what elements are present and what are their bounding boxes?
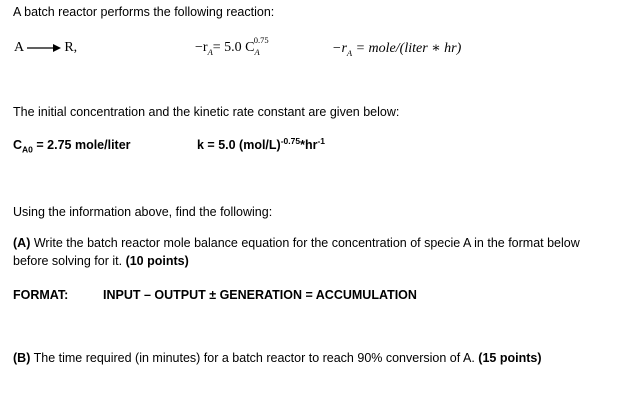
- reactant: A: [14, 40, 24, 55]
- initial-concentration: $C_{A0} = 2.75$ mole/liter: [13, 138, 131, 155]
- task-intro-text: Using the information above, find the following:: [13, 205, 273, 219]
- reaction-arrow-icon: [27, 43, 61, 53]
- part-a: [13, 234, 613, 270]
- part-b-points: (15 points): [478, 351, 542, 365]
- part-a-tag: (A): [13, 236, 31, 250]
- format-label: FORMAT:: [13, 288, 69, 302]
- part-b-tag: (B): [13, 351, 31, 365]
- product: R,: [64, 40, 78, 55]
- given-intro-text: The initial concentration and the kinetic rate constant are given below:: [13, 105, 400, 119]
- rate-law: $-r_A= 5.0$ $C_A^{0.75}$: [195, 35, 269, 57]
- reaction-equation: [14, 40, 77, 56]
- format-value: INPUT – OUTPUT ± GENERATION = ACCUMULATION: [103, 288, 417, 302]
- intro-text: A batch reactor performs the following reaction:: [13, 5, 275, 19]
- part-a-text: Write the batch reactor mole balance equation for the concentration of specie A in the format below before solving for it.: [13, 236, 580, 268]
- part-b-text: The time required (in minutes) for a batch reactor to reach 90% conversion of A.: [30, 351, 479, 365]
- rate-constant: k = 5.0 $(mol/L)^{-0.75}*hr^{-1}$: [197, 135, 326, 152]
- part-b: [13, 351, 541, 365]
- part-a-points: (10 points): [125, 254, 189, 268]
- rate-units: $-r_A$ = mole/(liter ∗ hr): [332, 41, 462, 58]
